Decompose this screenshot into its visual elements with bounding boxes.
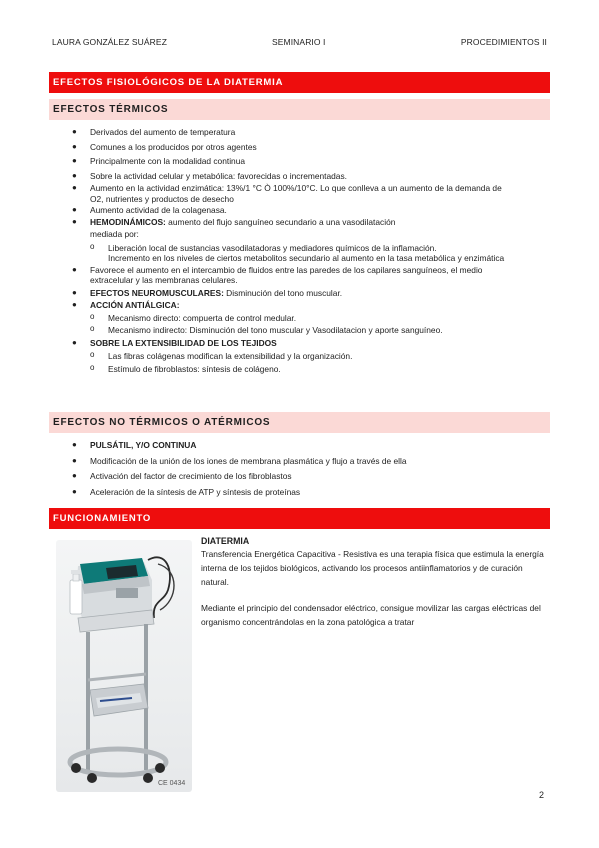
section-title-fisiologicos: EFECTOS FISIOLÓGICOS DE LA DIATERMIA (49, 72, 550, 93)
list-item: ● EFECTOS NEUROMUSCULARES: Disminución del tono muscular. (72, 287, 343, 298)
list-item: ● Comunes a los producidos por otros agentes (72, 141, 257, 152)
nonthermal-effects-list (72, 440, 407, 497)
diatermia-paragraph-1: Transferencia Energética Capacitiva - Resistiva es una terapia física que estimula la energía interna de los tejidos biológicos, activando los procesos antiinflamatorios y de curación natural. (201, 549, 544, 588)
bullet-icon: ● (72, 337, 77, 347)
bullet-icon: ● (72, 141, 77, 151)
diathermy-device-illustration (56, 540, 192, 792)
subsection-title-termicos: EFECTOS TÉRMICOS (49, 99, 550, 120)
header-course: SEMINARIO I (272, 37, 326, 47)
bullet-icon: ● (72, 264, 77, 274)
header-subject: PROCEDIMIENTOS II (460, 37, 547, 47)
bullet-icon: ● (72, 300, 77, 309)
list-item: ● Sobre la actividad celular y metabólica: favorecidas o incrementadas. (72, 170, 347, 181)
sub-list-item: o Estímulo de fibroblastos: síntesis de colágeno. (90, 362, 281, 374)
bullet-icon: ● (72, 183, 77, 192)
bullet-icon: ● (72, 287, 77, 297)
list-item: ● Aceleración de la síntesis de ATP y síntesis de proteínas (72, 486, 301, 497)
list-item: ● Principalmente con la modalidad continua (72, 156, 246, 166)
page-header (52, 37, 547, 51)
list-item: ● Aumento en la actividad enzimática: 13%/1 °C Ò 100%/10°C. Lo que conlleva a un aumento de la demanda de O2, nutrientes y productos de desecho (72, 183, 502, 204)
sub-list-item: o Liberación local de sustancias vasodilatadoras y mediadores químicos de la inflamación. Incremento en los niveles de ciertos metabolitos secundario al aumento en la tasa metabólica y enzimática (90, 241, 505, 263)
hemodinamicos-label: HEMODINÁMICOS: (90, 216, 166, 227)
bullet-icon: ● (72, 471, 77, 480)
list-item: ● Favorece el aumento en el intercambio de fluidos entre las paredes de los capilares sanguíneos, el medio extracelular y las membranas celulares. (72, 264, 483, 285)
bullet-icon: ● (72, 205, 77, 214)
bullet-icon: ● (72, 216, 77, 226)
circle-bullet-icon: o (90, 324, 95, 333)
list-item: ● HEMODINÁMICOS: aumento del flujo sanguíneo secundario a una vasodilatación (72, 216, 396, 227)
ce-mark: CE 0434 (158, 780, 186, 787)
bullet-icon: ● (72, 440, 77, 449)
list-item-continuation: mediada por: o Liberación local de sustancias vasodilatadoras y mediadores químicos de la inflamación. Incremento en los niveles de ciertos metabolitos secundario al aumento en la tasa metabólica y enzimática (90, 229, 505, 263)
bullet-icon: ● (72, 486, 77, 496)
diatermia-title: DIATERMIA (201, 536, 250, 546)
list-item: ● SOBRE LA EXTENSIBILIDAD DE LOS TEJIDOS o Las fibras colágenas modifican la extensibilidad y la organización. o Estímulo de fibroblastos: síntesis de colágeno. (72, 338, 504, 375)
list-item: ● Activación del factor de crecimiento de los fibroblastos (72, 471, 292, 481)
diathermy-device-photo (56, 540, 192, 792)
list-item: ● PULSÁTIL, Y/O CONTINUA (72, 440, 197, 450)
circle-bullet-icon: o (90, 350, 95, 359)
sub-list-item: o Las fibras colágenas modifican la extensibilidad y la organización. (90, 350, 353, 361)
list-item: ● Aumento actividad de la colagenasa. (72, 205, 227, 215)
list-item: ● ACCIÓN ANTIÁLGICA: o Mecanismo directo: compuerta de control medular. o Mecanismo indirecto: Disminución del tono muscular y Vasodilatacion y aporte sanguíneo. (72, 300, 504, 336)
bullet-icon: ● (72, 156, 77, 165)
list-item: ● Modificación de la unión de los iones de membrana plasmática y flujo a través de ella (72, 455, 407, 466)
bullet-icon: ● (72, 455, 77, 465)
diatermia-paragraph-2: Mediante el principio del condensador eléctrico, consigue movilizar las cargas eléctricas del organismo concentrándolas en la zona patológica a tratar (201, 603, 541, 628)
page-number: 2 (538, 790, 544, 800)
thermal-effects-list (72, 127, 504, 374)
circle-bullet-icon: o (90, 362, 95, 372)
circle-bullet-icon: o (90, 241, 95, 251)
list-item: ● Derivados del aumento de temperatura (72, 127, 236, 137)
section-title-funcionamiento: FUNCIONAMIENTO (49, 508, 550, 529)
bullet-icon: ● (72, 127, 77, 136)
sub-list-item: o Mecanismo indirecto: Disminución del tono muscular y Vasodilatacion y aporte sanguíneo. (90, 324, 443, 335)
subsection-title-no-termicos: EFECTOS NO TÉRMICOS O ATÉRMICOS (49, 412, 550, 433)
circle-bullet-icon: o (90, 311, 95, 321)
sub-list-item: o Mecanismo directo: compuerta de control medular. (90, 311, 297, 323)
header-author: LAURA GONZÁLEZ SUÁREZ (52, 37, 167, 47)
bullet-icon: ● (72, 170, 77, 180)
